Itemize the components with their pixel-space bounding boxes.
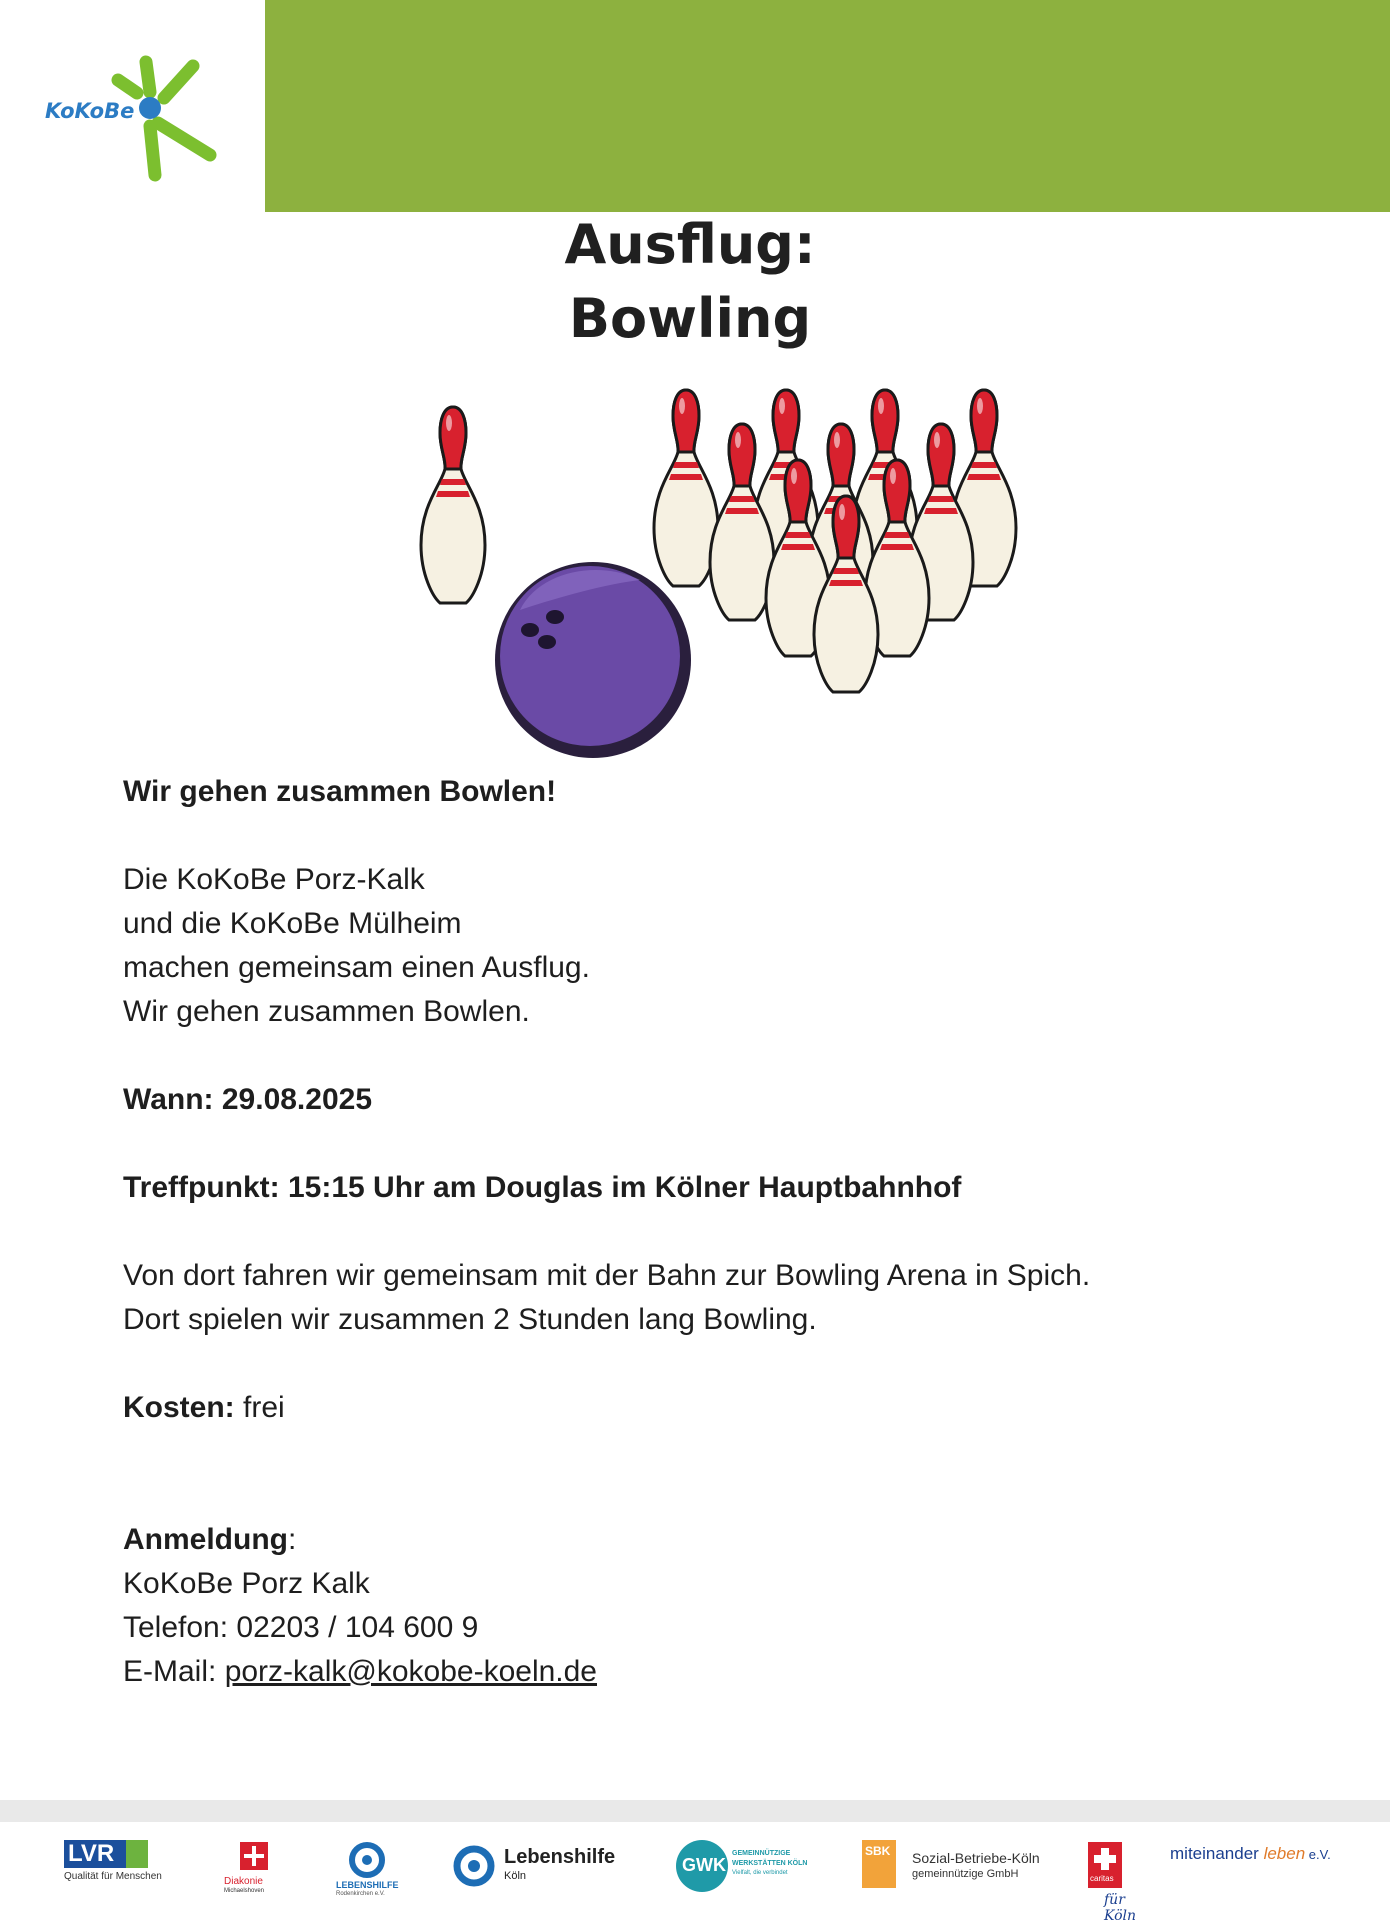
caritas-logo [1088,1842,1158,1924]
miteinander-text: miteinander [1170,1844,1264,1863]
gwk-text: GWK [682,1855,726,1875]
sbk-name: Sozial-Betriebe-Köln [912,1850,1040,1866]
details-line: Von dort fahren wir gemeinsam mit der Bahn zur Bowling Arena in Spich. [123,1259,1091,1292]
lebenshilfe-city: Köln [504,1870,527,1882]
bowling-pin [710,424,774,620]
lebenshilfe-small-text: LEBENSHILFE [336,1880,399,1890]
lebenshilfe-text: Lebenshilfe [504,1846,616,1868]
email-link[interactable]: porz-kalk@kokobe-koeln.de [224,1655,597,1688]
leben-text: leben [1263,1844,1306,1863]
gwk-logo [676,1840,811,1896]
event-text [123,770,1303,1694]
sbk-logo [862,1840,1052,1892]
bowling-ball [495,562,691,758]
meeting-point: Treffpunkt: 15:15 Uhr am Douglas im Kölner Hauptbahnhof [123,1171,962,1204]
miteinander-leben-logo [1170,1844,1375,1874]
costs [123,1386,1303,1430]
intro-line: Wir gehen zusammen Bowlen. [123,995,530,1028]
diakonie-logo-subtitle: Michaelshoven [224,1888,265,1894]
header-band [265,0,1390,212]
caritas-subtitle: für Köln [1104,1892,1137,1924]
lebenshilfe-koeln-logo [452,1842,622,1892]
gwk-line-3: Vielfalt, die verbindet [732,1870,788,1876]
email-label: E-Mail: [123,1655,225,1688]
diakonie-logo-text: Diakonie [224,1876,263,1887]
bowling-illustration [400,380,1040,760]
details-line: Dort spielen wir zusammen 2 Stunden lang Bowling. [123,1303,817,1336]
event-date: Wann: 29.08.2025 [123,1083,373,1116]
footer-divider [0,1800,1390,1822]
lebenshilfe-small-subtitle: Rodenkirchen e.V. [336,1891,385,1897]
bowling-pin [654,390,718,586]
sbk-text: SBK [865,1844,891,1858]
lvr-logo-text: LVR [68,1840,115,1867]
registration-label: Anmeldung [123,1523,288,1556]
title-line-2: Bowling [568,287,812,350]
costs-value: frei [234,1391,285,1424]
diakonie-logo [222,1842,282,1902]
registration-heading [123,1518,1303,1562]
headline: Wir gehen zusammen Bowlen! [123,775,557,808]
page-title [440,208,940,356]
caritas-text: caritas [1090,1874,1114,1883]
costs-label: Kosten: [123,1391,235,1424]
contact-name: KoKoBe Porz Kalk [123,1567,370,1600]
registration-colon: : [288,1523,297,1556]
partner-logos [0,1822,1390,1924]
lvr-logo [64,1840,174,1890]
title-line-1: Ausflug: [564,213,816,276]
sbk-subtitle: gemeinnützige GmbH [912,1868,1019,1880]
lvr-logo-subtitle: Qualität für Menschen [64,1871,162,1882]
contact-email [123,1650,1303,1694]
gwk-line-1: GEMEINNÜTZIGE [732,1850,791,1857]
bowling-pin [421,407,485,603]
intro-line: und die KoKoBe Mülheim [123,907,462,940]
gwk-line-2: WERKSTÄTTEN KÖLN [732,1860,808,1867]
intro-line: machen gemeinsam einen Ausflug. [123,951,590,984]
intro-line: Die KoKoBe Porz-Kalk [123,863,425,896]
ev-text: e.V. [1305,1847,1331,1862]
kokobe-logo-text: KoKoBe [45,99,135,123]
lebenshilfe-rodenkirchen-logo [334,1842,404,1902]
contact-phone: Telefon: 02203 / 104 600 9 [123,1611,479,1644]
kokobe-logo [0,0,265,212]
